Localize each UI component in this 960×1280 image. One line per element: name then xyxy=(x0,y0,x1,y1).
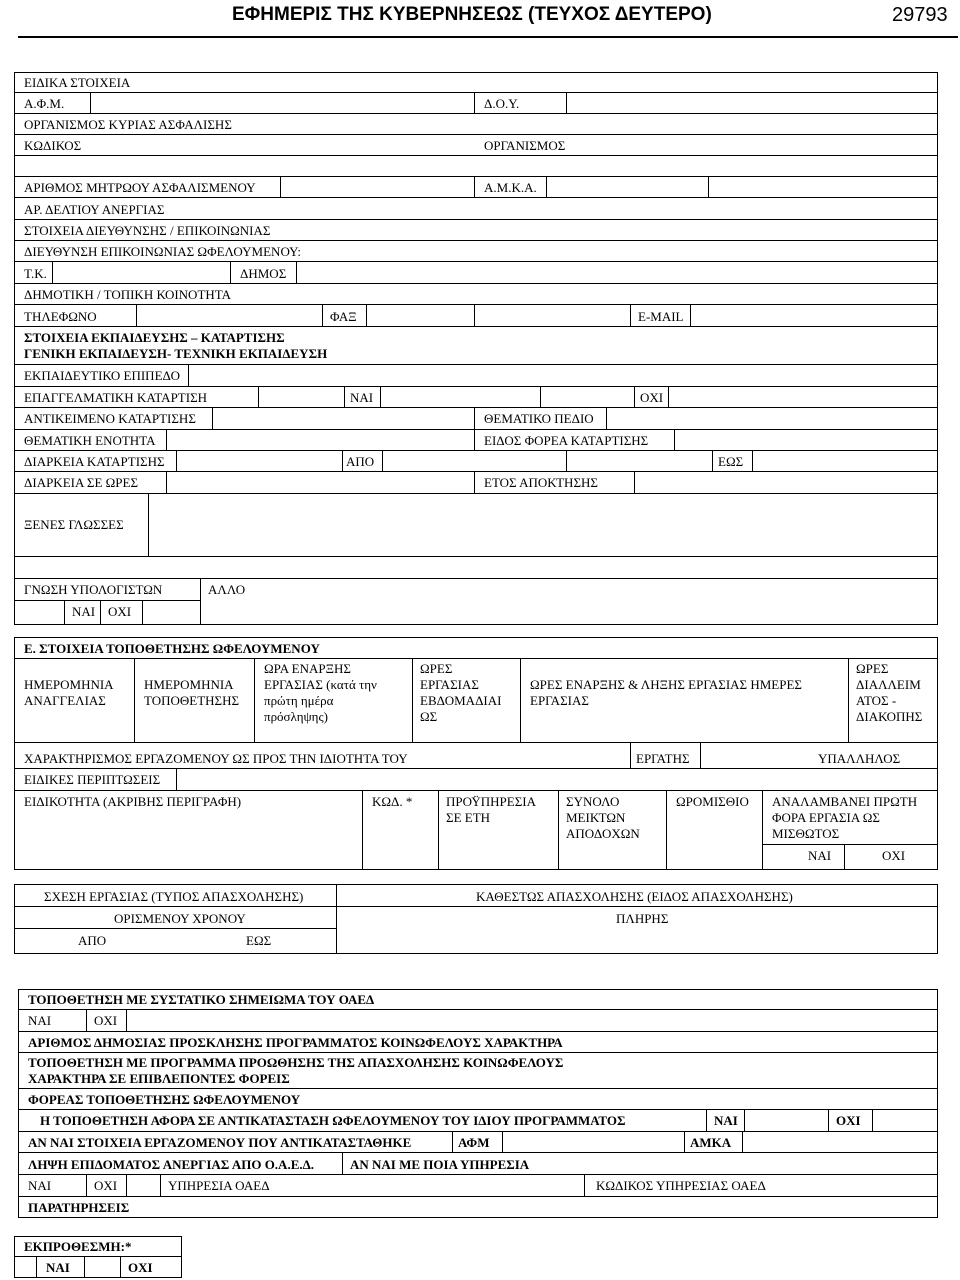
amka-label: Α.Μ.Κ.Α. xyxy=(484,180,537,195)
other-skills-label: ΑΛΛΟ xyxy=(208,582,246,597)
prior-service-label: ΠΡΟΫΠΗΡΕΣΙΑ ΣΕ ΕΤΗ xyxy=(446,794,536,825)
first-time-no: ΟΧΙ xyxy=(882,848,906,863)
specialty-label: ΕΙΔΙΚΟΤΗΤΑ (ΑΚΡΙΒΗΣ ΠΕΡΙΓΡΑΦΗ) xyxy=(24,794,242,809)
training-duration-label: ΔΙΑΡΚΕΙΑ ΚΑΤΑΡΤΙΣΗΣ xyxy=(24,454,165,469)
computer-yes: ΝΑΙ xyxy=(72,604,96,619)
insured-reg-no-label: ΑΡΙΘΜΟΣ ΜΗΤΡΩΟΥ ΑΣΦΑΛΙΣΜΕΝΟΥ xyxy=(24,180,256,195)
relation-to-label: ΕΩΣ xyxy=(246,933,272,948)
education-training-heading: ΣΤΟΙΧΕΙΑ ΕΚΠΑΙΔΕΥΣΗΣ – ΚΑΤΑΡΤΙΣΗΣ xyxy=(24,330,285,345)
postal-code-label: Τ.Κ. xyxy=(24,266,47,281)
fax-label: ΦΑΞ xyxy=(330,309,357,324)
placement-oaed-no: ΟΧΙ xyxy=(94,1013,118,1028)
relation-from-label: ΑΠΟ xyxy=(78,933,107,948)
year-acquired-label: ΕΤΟΣ ΑΠΟΚΤΗΣΗΣ xyxy=(484,475,598,490)
benefit-yes: ΝΑΙ xyxy=(28,1178,52,1193)
employee-option: ΥΠΑΛΛΗΛΟΣ xyxy=(818,751,901,766)
oaed-service-label: ΥΠΗΡΕΣΙΑ ΟΑΕΔ xyxy=(168,1178,270,1193)
replacement-label: Η ΤΟΠΟΘΕΤΗΣΗ ΑΦΟΡΑ ΣΕ ΑΝΤΙΚΑΤΑΣΤΑΣΗ ΩΦΕΛΟΥΜΕΝΟΥ ΤΟΥ ΙΔΙΟΥ ΠΡΟΓΡΑΜΜΑΤΟΣ xyxy=(40,1113,626,1128)
contact-address-label: ΔΙΕΥΘΥΝΣΗ ΕΠΙΚΟΙΝΩΝΙΑΣ ΩΦΕΛΟΥΜΕΝΟΥ: xyxy=(24,244,301,259)
deadline-no: ΟΧΙ xyxy=(128,1260,153,1275)
remarks-label: ΠΑΡΑΤΗΡΗΣΕΙΣ xyxy=(28,1200,130,1215)
start-time-header: ΩΡΑ ΕΝΑΡΞΗΣ ΕΡΓΑΣΙΑΣ (κατά την πρώτη ημέρα πρόσληψης) xyxy=(264,661,377,724)
specialty-code-label: ΚΩΔ. * xyxy=(372,794,413,809)
work-hours-days-header: ΩΡΕΣ ΕΝΑΡΞΗΣ & ΛΗΞΗΣ ΕΡΓΑΣΙΑΣ ΗΜΕΡΕΣ ΕΡΓΑΣΙΑΣ xyxy=(530,677,802,708)
promotion-program-label: ΤΟΠΟΘΕΤΗΣΗ ΜΕ ΠΡΟΓΡΑΜΜΑ ΠΡΟΩΘΗΣΗΣ ΤΗΣ ΑΠΑΣΧΟΛΗΣΗΣ ΚΟΙΝΩΦΕΛΟΥΣ ΧΑΡΑΚΤΗΡΑ ΣΕ ΕΠΙΒΛΕΠΟΝΤΕΣ ΦΟΡΕΙΣ xyxy=(28,1055,564,1086)
phone-label: ΤΗΛΕΦΩΝΟ xyxy=(24,309,97,324)
header-rule xyxy=(18,36,958,38)
afm-label: Α.Φ.Μ. xyxy=(24,96,65,111)
placement-body-label: ΦΟΡΕΑΣ ΤΟΠΟΘΕΤΗΣΗΣ ΩΦΕΛΟΥΜΕΝΟΥ xyxy=(28,1092,301,1107)
general-technical-heading: ΓΕΝΙΚΗ ΕΚΠΑΙΔΕΥΣΗ- ΤΕΧΝΙΚΗ ΕΚΠΑΙΔΕΥΣΗ xyxy=(24,346,328,361)
placement-date-header: ΗΜΕΡΟΜΗΝΙΑ ΤΟΠΟΘΕΤΗΣΗΣ xyxy=(144,677,240,708)
thematic-unit-label: ΘΕΜΑΤΙΚΗ ΕΝΟΤΗΤΑ xyxy=(24,433,156,448)
benefit-no: ΟΧΙ xyxy=(94,1178,118,1193)
deadline-yes: ΝΑΙ xyxy=(46,1260,70,1275)
organization-label: ΟΡΓΑΝΙΣΜΟΣ xyxy=(484,138,566,153)
duration-from-label: ΑΠΟ xyxy=(346,454,375,469)
unemployment-benefit-label: ΛΗΨΗ ΕΠΙΔΟΜΑΤΟΣ ΑΝΕΡΓΙΑΣ ΑΠΟ Ο.Α.Ε.Δ. xyxy=(28,1157,315,1172)
email-label: E-MAIL xyxy=(638,309,684,324)
replacement-yes: ΝΑΙ xyxy=(714,1113,738,1128)
employment-regime-label: ΚΑΘΕΣΤΩΣ ΑΠΑΣΧΟΛΗΣΗΣ (ΕΙΔΟΣ ΑΠΑΣΧΟΛΗΣΗΣ) xyxy=(476,889,793,904)
computer-skills-label: ΓΝΩΣΗ ΥΠΟΛΟΓΙΣΤΩΝ xyxy=(24,582,163,597)
replaced-employee-label: ΑΝ ΝΑΙ ΣΤΟΙΧΕΙΑ ΕΡΓΑΖΟΜΕΝΟΥ ΠΟΥ ΑΝΤΙΚΑΤΑΣΤΑΘΗΚΕ xyxy=(28,1135,412,1150)
employee-characterization-label: ΧΑΡΑΚΤΗΡΙΣΜΟΣ ΕΡΓΑΖΟΜΕΝΟΥ ΩΣ ΠΡΟΣ ΤΗΝ ΙΔΙΟΤΗΤΑ ΤΟΥ xyxy=(24,751,408,766)
thematic-field-label: ΘΕΜΑΤΙΚΟ ΠΕΔΙΟ xyxy=(484,411,594,426)
fixed-term-label: ΟΡΙΣΜΕΝΟΥ ΧΡΟΝΟΥ xyxy=(114,911,246,926)
doy-label: Δ.Ο.Υ. xyxy=(484,96,520,111)
total-pay-label: ΣΥΝΟΛΟ ΜΕΙΚΤΩΝ ΑΠΟΔΟΧΩΝ xyxy=(566,794,640,841)
duration-hours-label: ΔΙΑΡΚΕΙΑ ΣΕ ΩΡΕΣ xyxy=(24,475,139,490)
training-body-type-label: ΕΙΔΟΣ ΦΟΡΕΑ ΚΑΤΑΡΤΙΣΗΣ xyxy=(484,433,649,448)
placement-oaed-label: ΤΟΠΟΘΕΤΗΣΗ ΜΕ ΣΥΣΤΑΤΙΚΟ ΣΗΜΕΙΩΜΑ ΤΟΥ ΟΑΕΔ xyxy=(28,992,375,1007)
vocational-no: ΟΧΙ xyxy=(640,390,664,405)
replaced-afm-label: ΑΦΜ xyxy=(458,1135,490,1150)
invitation-number-label: ΑΡΙΘΜΟΣ ΔΗΜΟΣΙΑΣ ΠΡΟΣΚΛΗΣΗΣ ΠΡΟΓΡΑΜΜΑΤΟΣ ΚΟΙΝΩΦΕΛΟΥΣ ΧΑΡΑΚΤΗΡΑ xyxy=(28,1035,563,1050)
employment-relation-label: ΣΧΕΣΗ ΕΡΓΑΣΙΑΣ (ΤΥΠΟΣ ΑΠΑΣΧΟΛΗΣΗΣ) xyxy=(44,889,304,904)
special-cases-label: ΕΙΔΙΚΕΣ ΠΕΡΙΠΤΩΣΕΙΣ xyxy=(24,772,161,787)
contact-data-label: ΣΤΟΙΧΕΙΑ ΔΙΕΥΘΥΝΣΗΣ / ΕΠΙΚΟΙΝΩΝΙΑΣ xyxy=(24,223,271,238)
vocational-training-label: ΕΠΑΓΓΕΛΜΑΤΙΚΗ ΚΑΤΑΡΤΙΣΗ xyxy=(24,390,208,405)
first-time-employee-label: ΑΝΑΛΑΜΒΑΝΕΙ ΠΡΩΤΗ ΦΟΡΑ ΕΡΓΑΣΙΑ ΩΣ ΜΙΣΘΩΤΟΣ xyxy=(772,794,918,841)
community-label: ΔΗΜΟΤΙΚΗ / ΤΟΠΙΚΗ ΚΟΙΝΟΤΗΤΑ xyxy=(24,287,232,302)
municipality-label: ΔΗΜΟΣ xyxy=(240,266,287,281)
placement-title: Ε. ΣΤΟΙΧΕΙΑ ΤΟΠΟΘΕΤΗΣΗΣ ΩΦΕΛΟΥΜΕΝΟΥ xyxy=(24,641,320,656)
duration-to-label: ΕΩΣ xyxy=(718,454,744,469)
first-time-yes: ΝΑΙ xyxy=(808,848,832,863)
main-insurance-org-label: ΟΡΓΑΝΙΣΜΟΣ ΚΥΡΙΑΣ ΑΣΦΑΛΙΣΗΣ xyxy=(24,117,232,132)
replaced-amka-label: ΑΜΚΑ xyxy=(690,1135,732,1150)
unemployment-card-label: ΑΡ. ΔΕΛΤΙΟΥ ΑΝΕΡΓΙΑΣ xyxy=(24,202,165,217)
announcement-date-header: ΗΜΕΡΟΜΗΝΙΑ ΑΝΑΓΓΕΛΙΑΣ xyxy=(24,677,114,708)
oaed-service-code-label: ΚΩΔΙΚΟΣ ΥΠΗΡΕΣΙΑΣ ΟΑΕΔ xyxy=(596,1178,766,1193)
weekly-hours-header: ΩΡΕΣ ΕΡΓΑΣΙΑΣ ΕΒΔΟΜΑΔΙΑΙ ΩΣ xyxy=(420,661,502,724)
education-level-label: ΕΚΠΑΙΔΕΥΤΙΚΟ ΕΠΙΠΕΔΟ xyxy=(24,368,181,383)
placement-oaed-yes: ΝΑΙ xyxy=(28,1013,52,1028)
code-label: ΚΩΔΙΚΟΣ xyxy=(24,138,82,153)
computer-no: ΟΧΙ xyxy=(108,604,132,619)
replacement-no: ΟΧΙ xyxy=(836,1113,861,1128)
vocational-yes: ΝΑΙ xyxy=(350,390,374,405)
gazette-title: ΕΦΗΜΕΡΙΣ ΤΗΣ ΚΥΒΕΡΝΗΣΕΩΣ (ΤΕΥΧΟΣ ΔΕΥΤΕΡΟ) xyxy=(232,4,712,25)
page-number: 29793 xyxy=(892,4,948,26)
full-time-label: ΠΛΗΡΗΣ xyxy=(616,911,669,926)
worker-option: ΕΡΓΑΤΗΣ xyxy=(636,751,690,766)
training-subject-label: ΑΝΤΙΚΕΙΜΕΝΟ ΚΑΤΑΡΤΙΣΗΣ xyxy=(24,411,196,426)
foreign-languages-label: ΞΕΝΕΣ ΓΛΩΣΣΕΣ xyxy=(24,517,124,532)
special-data-label: ΕΙΔΙΚΑ ΣΤΟΙΧΕΙΑ xyxy=(24,75,131,90)
break-hours-header: ΩΡΕΣ ΔΙΑΛΛΕΙΜ ΑΤΟΣ - ΔΙΑΚΟΠΗΣ xyxy=(856,661,923,724)
which-service-label: ΑΝ ΝΑΙ ΜΕ ΠΟΙΑ ΥΠΗΡΕΣΙΑ xyxy=(350,1157,530,1172)
deadline-label: ΕΚΠΡΟΘΕΣΜΗ:* xyxy=(24,1239,132,1254)
hourly-wage-label: ΩΡΟΜΙΣΘΙΟ xyxy=(676,794,749,809)
